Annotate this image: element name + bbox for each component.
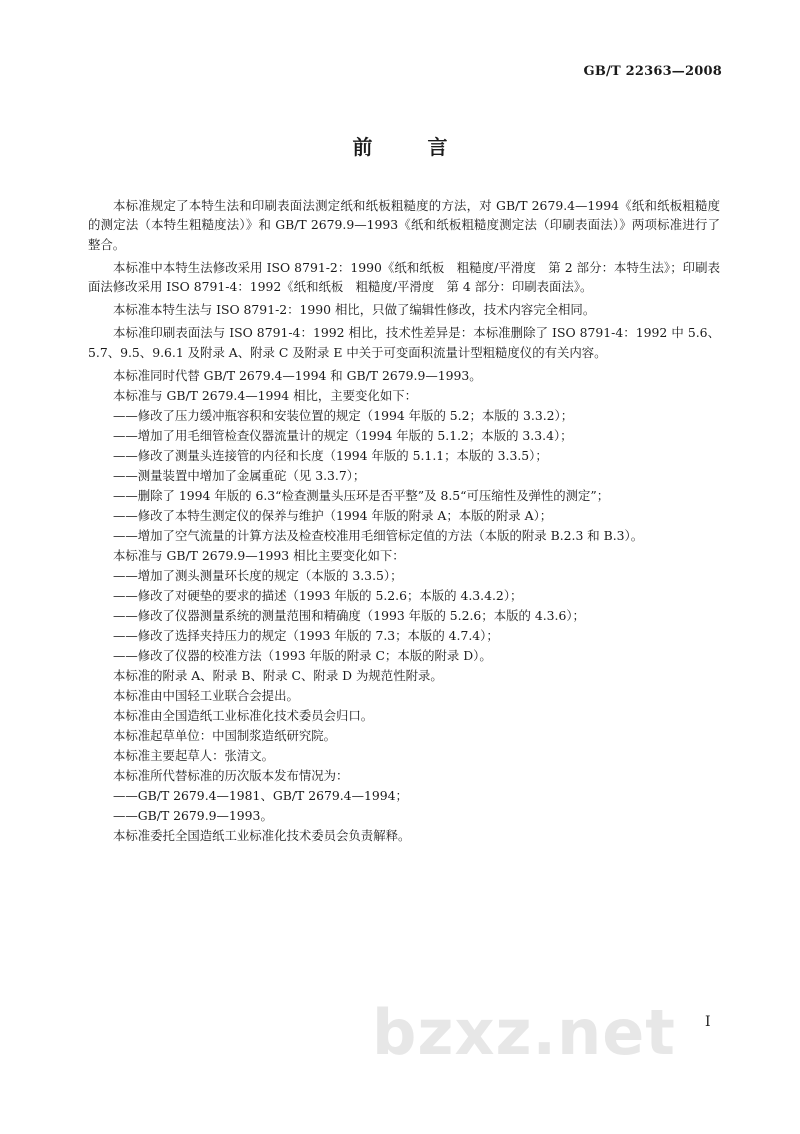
paragraph: 本标准起草单位：中国制浆造纸研究院。: [113, 727, 337, 743]
paragraph: 本标准同时代替 GB/T 2679.4—1994 和 GB/T 2679.9—1993。: [113, 367, 482, 383]
list-item: ——增加了用毛细管检查仪器流量计的规定（1994 年版的 5.1.2；本版的 3.3.4）；: [113, 427, 573, 443]
paragraph: 本标准的附录 A、附录 B、附录 C、附录 D 为规范性附录。: [113, 667, 443, 683]
standard-code: GB/T 22363—2008: [583, 64, 722, 79]
paragraph: 本标准规定了本特生法和印刷表面法测定纸和纸板粗糙度的方法，对 GB/T 2679.4—1994《纸和纸板粗糙度的测定法（本特生粗糙度法）》和 GB/T 2679.9—1993《纸和纸板粗糙度测定法（印刷表面法）》两项标准进行了整合。: [88, 198, 720, 252]
watermark: bzxz.net: [372, 996, 676, 1069]
list-item: ——删除了 1994 年版的 6.3“检查测量头压环是否平整”及 8.5“可压缩性及弹性的测定”；: [113, 487, 610, 503]
list-item: ——修改了对硬垫的要求的描述（1993 年版的 5.2.6；本版的 4.3.4.2）；: [113, 587, 523, 603]
paragraph: 本标准印刷表面法与 ISO 8791-4：1992 相比，技术性差异是：本标准删除了 ISO 8791-4：1992 中 5.6、5.7、9.5、9.6.1 及附录 A、附录 C 及附录 E 中关于可变面积流量计型粗糙度仪的有关内容。: [88, 325, 720, 360]
paragraph: 本标准与 GB/T 2679.9—1993 相比主要变化如下：: [113, 547, 405, 563]
paragraph: 本标准所代替标准的历次版本发布情况为：: [113, 767, 349, 783]
paragraph: 本标准由中国轻工业联合会提出。: [113, 687, 299, 703]
page-number: I: [705, 1014, 711, 1030]
list-item: ——修改了仪器测量系统的测量范围和精确度（1993 年版的 5.2.6；本版的 4.3.6）；: [113, 607, 585, 623]
paragraph: 本标准与 GB/T 2679.4—1994 相比，主要变化如下：: [113, 387, 418, 403]
list-item: ——测量装置中增加了金属重砣（见 3.3.7）；: [113, 467, 366, 483]
list-item: ——修改了仪器的校准方法（1993 年版的附录 C；本版的附录 D）。: [113, 647, 492, 663]
foreword-body: [88, 196, 720, 846]
paragraph: 本标准中本特生法修改采用 ISO 8791-2：1990《纸和纸板 粗糙度/平滑度 第 2 部分：本特生法》；印刷表面法修改采用 ISO 8791-4：1992《纸和纸板 粗糙度/平滑度 第 4 部分：印刷表面法》。: [88, 259, 720, 295]
paragraph: 本标准主要起草人：张清文。: [113, 747, 275, 763]
list-item: ——增加了测头测量环长度的规定（本版的 3.3.5）；: [113, 567, 403, 583]
list-item: ——GB/T 2679.4—1981、GB/T 2679.4—1994；: [113, 787, 408, 803]
list-item: ——增加了空气流量的计算方法及检查校准用毛细管标定值的方法（本版的附录 B.2.3 和 B.3）。: [113, 527, 644, 543]
paragraph: 本标准本特生法与 ISO 8791-2：1990 相比，只做了编辑性修改，技术内容完全相同。: [113, 302, 596, 318]
list-item: ——修改了测量头连接管的内径和长度（1994 年版的 5.1.1；本版的 3.3.5）；: [113, 447, 548, 463]
list-item: ——修改了压力缓冲瓶容积和安装位置的规定（1994 年版的 5.2；本版的 3.3.2）；: [113, 407, 574, 423]
page-title: 前 言: [352, 135, 472, 159]
list-item: ——修改了选择夹持压力的规定（1993 年版的 7.3；本版的 4.7.4）；: [113, 627, 499, 643]
paragraph: 本标准委托全国造纸工业标准化技术委员会负责解释。: [113, 827, 411, 843]
list-item: ——修改了本特生测定仪的保养与维护（1994 年版的附录 A；本版的附录 A）；: [113, 507, 553, 523]
paragraph: 本标准由全国造纸工业标准化技术委员会归口。: [113, 707, 374, 723]
list-item: ——GB/T 2679.9—1993。: [113, 807, 273, 823]
